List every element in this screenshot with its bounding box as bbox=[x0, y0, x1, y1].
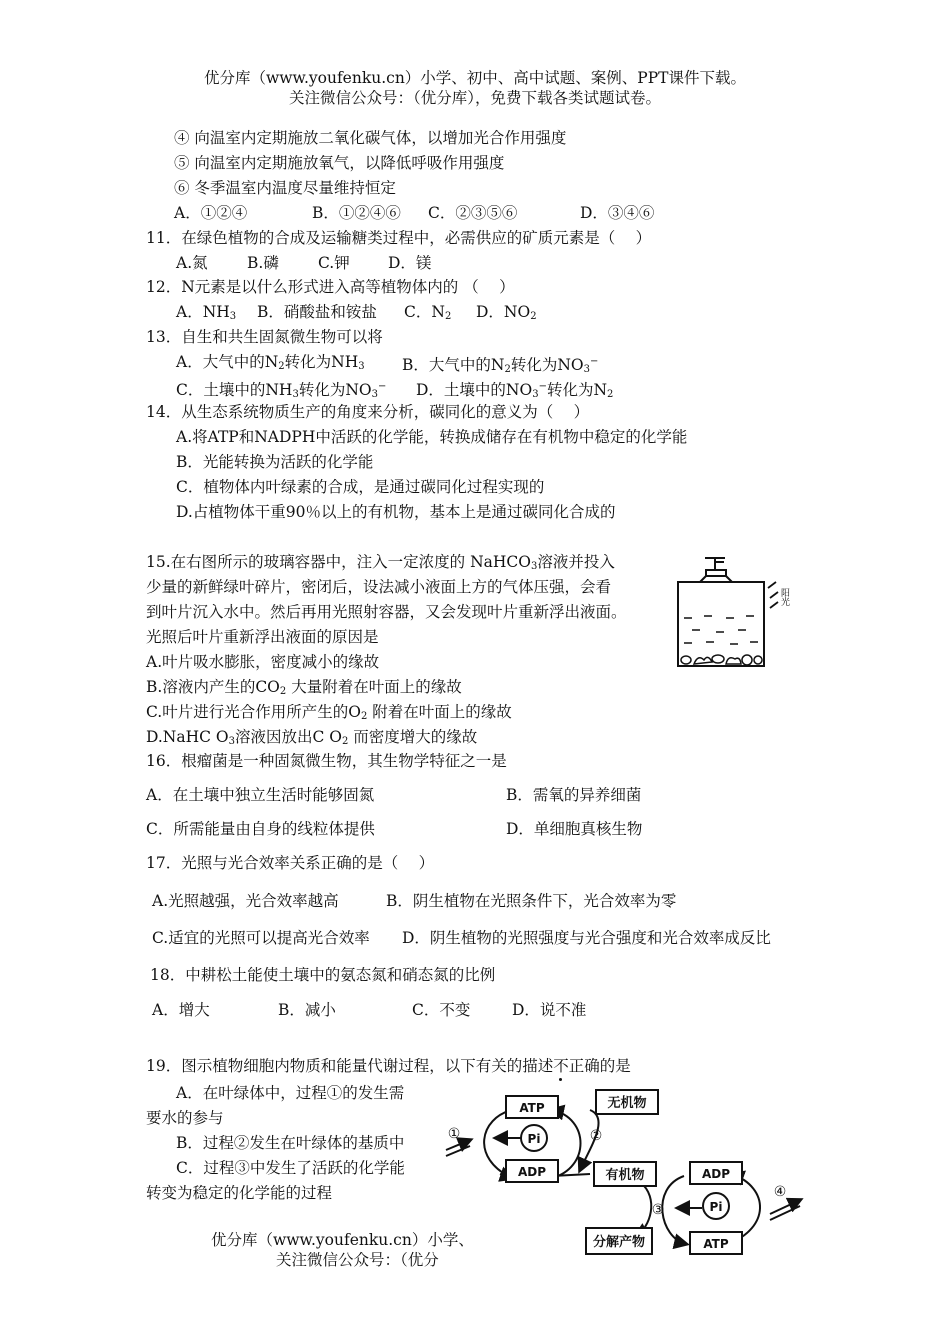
step-4-label: ④ bbox=[773, 1184, 787, 1200]
step-2-label: ② bbox=[589, 1128, 603, 1144]
q15-stem-2: 少量的新鲜绿叶碎片，密闭后，设法减小液面上方的气体压强，会看 bbox=[146, 578, 612, 596]
header-line-2: 关注微信公众号：（优分库），免费下载各类试题试卷。 bbox=[288, 89, 661, 107]
cycle-2-left-arc bbox=[662, 1176, 686, 1244]
q16-choice-c: C．所需能量由自身的线粒体提供 bbox=[146, 820, 375, 838]
q10-option-5: ⑤ 向温室内定期施放氧气，以降低呼吸作用强度 bbox=[174, 154, 505, 172]
q10-choice-b: B．①②④⑥ bbox=[312, 204, 401, 222]
valve-icon bbox=[700, 558, 732, 582]
q12-choice-a: A．$NH_3$ bbox=[176, 303, 237, 322]
q14-choice-a: A.将ATP和NADPH中活跃的化学能，转换成储存在有机物中稳定的化学能 bbox=[176, 428, 688, 446]
atp-label-2: ATP bbox=[703, 1237, 729, 1251]
q18-stem: 18．中耕松土能使土壤中的氨态氮和硝态氮的比例 bbox=[150, 966, 496, 984]
q19-choice-c-2: 转变为稳定的化学能的过程 bbox=[146, 1184, 333, 1202]
q15-choice-d: D.NaHC $O_3$溶液因放出C $O_2$ 而密度增大的缘故 bbox=[146, 728, 478, 747]
q16-choice-d: D．单细胞真核生物 bbox=[506, 820, 643, 838]
step-1-label: ① bbox=[447, 1126, 461, 1142]
q18-choice-c: C．不变 bbox=[412, 1001, 471, 1019]
q15-stem-3: 到叶片沉入水中。然后再用光照射容器，又会发现叶片重新浮出液面。 bbox=[146, 603, 627, 621]
atp-label-1: ATP bbox=[519, 1101, 545, 1115]
q12-choice-c: C．$N_2$ bbox=[404, 303, 452, 322]
q12-choice-b: B．硝酸盐和铵盐 bbox=[257, 303, 377, 321]
light-rays-icon bbox=[768, 582, 778, 608]
organic-label: 有机物 bbox=[605, 1168, 645, 1183]
q10-choice-d: D．③④⑥ bbox=[580, 204, 655, 222]
q19-stem: 19．图示植物细胞内物质和能量代谢过程，以下有关的描述不正确的是 bbox=[146, 1057, 631, 1075]
q10-option-6: ⑥ 冬季温室内温度尽量维持恒定 bbox=[174, 179, 396, 197]
q14-choice-b: B．光能转换为活跃的化学能 bbox=[176, 453, 374, 471]
q13-choice-d: D．土壤中的$NO_3^-$转化为$N_2$ bbox=[416, 381, 614, 400]
q18-choice-d: D．说不准 bbox=[512, 1001, 587, 1019]
q11-choice-a: A.氮 bbox=[176, 254, 208, 272]
q13-choice-c: C．土壤中的$NH_3$转化为$NO_3^-$ bbox=[176, 381, 387, 400]
q10-choice-c: C．②③⑤⑥ bbox=[428, 204, 518, 222]
q15-stem-4: 光照后叶片重新浮出液面的原因是 bbox=[146, 628, 379, 646]
q18-choice-a: A．增大 bbox=[152, 1001, 210, 1019]
q19-choice-a-1: A．在叶绿体中，过程①的发生需 bbox=[176, 1084, 405, 1102]
decomposition-label: 分解产物 bbox=[592, 1235, 646, 1250]
metabolism-diagram bbox=[440, 1078, 810, 1266]
glass-container-figure bbox=[672, 548, 800, 674]
q11-choice-c: C.钾 bbox=[318, 254, 350, 272]
q14-stem: 14．从生态系统物质生产的角度来分析，碳同化的意义为（ ） bbox=[146, 403, 590, 421]
q16-stem: 16．根瘤菌是一种固氮微生物，其生物学特征之一是 bbox=[146, 752, 507, 770]
adp-label-2: ADP bbox=[701, 1167, 731, 1181]
q12-stem: 12．N元素是以什么形式进入高等植物体内的 （ ） bbox=[146, 278, 515, 296]
glass-container bbox=[678, 582, 764, 666]
header-line-1: 优分库（www.youfenku.cn）小学、初中、高中试题、案例、PPT课件下载。 bbox=[203, 69, 747, 87]
q10-choice-a: A．①②④ bbox=[174, 204, 248, 222]
light-label: 阳光 bbox=[779, 588, 789, 606]
q13-choice-a: A．大气中的$N_2$转化为$NH_3$ bbox=[176, 353, 365, 372]
q17-choice-c: C.适宜的光照可以提高光合效率 bbox=[152, 929, 370, 947]
q14-choice-c: C．植物体内叶绿素的合成，是通过碳同化过程实现的 bbox=[176, 478, 545, 496]
q13-choice-b: B．大气中的$N_2$转化为$NO_3^-$ bbox=[402, 356, 599, 375]
q16-choice-b: B．需氧的异养细菌 bbox=[506, 786, 642, 804]
q11-choice-d: D．镁 bbox=[388, 254, 432, 272]
q15-choice-c: C.叶片进行光合作用所产生的$O_2$ 附着在叶面上的缘故 bbox=[146, 703, 512, 722]
adp-label-1: ADP bbox=[517, 1165, 547, 1179]
q13-stem: 13．自生和共生固氮微生物可以将 bbox=[146, 328, 383, 346]
q17-choice-d: D．阴生植物的光照强度与光合强度和光合效率成反比 bbox=[402, 929, 771, 947]
q17-choice-b: B．阴生植物在光照条件下，光合效率为零 bbox=[386, 892, 677, 910]
q11-stem: 11．在绿色植物的合成及运输糖类过程中，必需供应的矿质元素是（ ） bbox=[146, 229, 652, 247]
q15-choice-b: B.溶液内产生的$CO_2$ 大量附着在叶面上的缘故 bbox=[146, 678, 462, 697]
q19-choice-b: B．过程②发生在叶绿体的基质中 bbox=[176, 1134, 405, 1152]
pi-label-2: Pi bbox=[709, 1200, 723, 1214]
q17-stem: 17．光照与光合效率关系正确的是（ ） bbox=[146, 854, 435, 872]
q19-choice-c-1: C．过程③中发生了活跃的化学能 bbox=[176, 1159, 405, 1177]
q19-choice-a-2: 要水的参与 bbox=[146, 1109, 224, 1127]
pi-label-1: Pi bbox=[527, 1132, 541, 1146]
q11-choice-b: B.磷 bbox=[247, 254, 279, 272]
footer-line-2: 关注微信公众号：（优分 bbox=[276, 1251, 439, 1269]
inorganic-label: 无机物 bbox=[607, 1096, 647, 1111]
q15-stem-1: 15.在右图所示的玻璃容器中，注入一定浓度的 NaHCO$_3$溶液并投入 bbox=[146, 553, 615, 572]
q14-choice-d: D.占植物体干重90％以上的有机物，基本上是通过碳同化合成的 bbox=[176, 503, 616, 521]
footer-line-1: 优分库（www.youfenku.cn）小学、 bbox=[211, 1231, 474, 1249]
q17-choice-a: A.光照越强，光合效率越高 bbox=[152, 892, 339, 910]
q16-choice-a: A．在土壤中独立生活时能够固氮 bbox=[146, 786, 375, 804]
q15-choice-a: A.叶片吸水膨胀，密度减小的缘故 bbox=[146, 653, 380, 671]
q12-choice-d: D．$NO_2$ bbox=[476, 303, 537, 322]
q18-choice-b: B．减小 bbox=[278, 1001, 336, 1019]
q10-option-4: ④ 向温室内定期施放二氧化碳气体，以增加光合作用强度 bbox=[174, 129, 567, 147]
step-3-label: ③ bbox=[651, 1202, 665, 1218]
